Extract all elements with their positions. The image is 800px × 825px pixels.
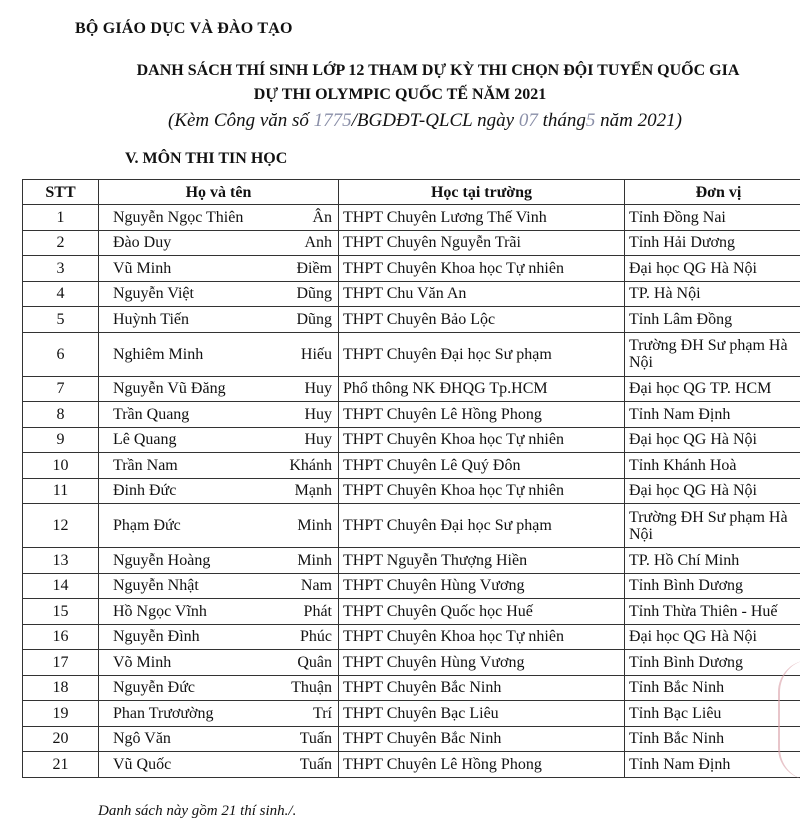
cell-school: THPT Chuyên Đại học Sư phạm [339, 332, 625, 376]
cell-unit: Tỉnh Bắc Ninh [625, 675, 800, 701]
cell-unit: Đại học QG Hà Nội [625, 256, 800, 282]
cell-unit: Trường ĐH Sư phạm Hà Nội [625, 332, 800, 376]
cell-surname: Võ Minh [113, 653, 172, 671]
cell-name [99, 624, 339, 650]
table-row [23, 256, 800, 282]
cell-given-name: Anh [304, 234, 332, 252]
cell-school: THPT Chuyên Lê Quý Đôn [339, 453, 625, 479]
cell-stt: 10 [23, 453, 99, 479]
candidate-table [22, 179, 800, 778]
table-row [23, 307, 800, 333]
cell-stt: 7 [23, 376, 99, 402]
cell-stt: 19 [23, 701, 99, 727]
cell-unit: Tỉnh Nam Định [625, 752, 800, 778]
cell-unit: Tỉnh Lâm Đồng [625, 307, 800, 333]
cell-name [99, 256, 339, 282]
handwritten-month: 5 [585, 110, 596, 131]
table-row [23, 701, 800, 727]
cell-name [99, 726, 339, 752]
cell-surname: Nghiêm Minh [113, 345, 204, 363]
cell-school: THPT Chuyên Khoa học Tự nhiên [339, 256, 625, 282]
cell-surname: Phan Trươường [113, 704, 214, 722]
cell-given-name: Tuấn [299, 730, 332, 748]
cell-unit: Đại học QG TP. HCM [625, 376, 800, 402]
handwritten-day: 07 [518, 110, 538, 131]
cell-surname: Vũ Minh [113, 259, 172, 277]
footer-note: Danh sách này gồm 21 thí sinh./. [98, 803, 297, 819]
cell-unit: Tỉnh Thừa Thiên - Huế [625, 599, 800, 625]
subtitle-mid: /BGDĐT-QLCL ngày [351, 110, 515, 131]
cell-surname: Trần Quang [113, 405, 190, 423]
cell-unit: Tỉnh Nam Định [625, 402, 800, 428]
table-row [23, 205, 800, 231]
cell-stt: 12 [23, 504, 99, 548]
cell-stt: 1 [23, 205, 99, 231]
document-subtitle [168, 110, 682, 132]
cell-unit: Tỉnh Hải Dương [625, 230, 800, 256]
cell-stt: 4 [23, 281, 99, 307]
cell-surname: Phạm Đức [113, 517, 181, 534]
subtitle-month-label: tháng [542, 110, 586, 131]
table-body [23, 205, 800, 778]
cell-surname: Nguyễn Hoàng [113, 551, 211, 569]
cell-stt: 9 [23, 427, 99, 453]
cell-stt: 5 [23, 307, 99, 333]
cell-name [99, 478, 339, 504]
cell-given-name: Phúc [300, 628, 332, 646]
cell-name [99, 573, 339, 599]
cell-name [99, 332, 339, 376]
cell-school: Phổ thông NK ĐHQG Tp.HCM [339, 376, 625, 402]
cell-unit: Đại học QG Hà Nội [625, 624, 800, 650]
cell-school: THPT Chuyên Hùng Vương [339, 573, 625, 599]
cell-school: THPT Chuyên Bạc Liêu [339, 701, 625, 727]
table-row [23, 548, 800, 574]
cell-name [99, 453, 339, 479]
cell-school: THPT Chuyên Khoa học Tự nhiên [339, 427, 625, 453]
table-row [23, 599, 800, 625]
document-title-line1: DANH SÁCH THÍ SINH LỚP 12 THAM DỰ KỲ THI CHỌN ĐỘI TUYỂN QUỐC GIA [136, 62, 740, 79]
cell-name [99, 701, 339, 727]
cell-surname: Nguyễn Ngọc Thiên [113, 208, 244, 226]
cell-school: THPT Chuyên Bảo Lộc [339, 307, 625, 333]
section-title: V. MÔN THI TIN HỌC [125, 150, 288, 167]
cell-stt: 20 [23, 726, 99, 752]
cell-name [99, 205, 339, 231]
cell-name [99, 675, 339, 701]
subtitle-suffix: năm 2021) [600, 110, 682, 131]
table-row [23, 675, 800, 701]
cell-stt: 6 [23, 332, 99, 376]
header-stt: STT [23, 180, 99, 205]
cell-surname: Đào Duy [113, 234, 172, 252]
cell-given-name: Huy [304, 380, 332, 398]
cell-given-name: Phát [303, 602, 332, 620]
table-row [23, 573, 800, 599]
cell-unit: TP. Hà Nội [625, 281, 800, 307]
cell-stt: 2 [23, 230, 99, 256]
cell-given-name: Mạnh [294, 482, 332, 500]
cell-name [99, 402, 339, 428]
cell-stt: 13 [23, 548, 99, 574]
cell-stt: 11 [23, 478, 99, 504]
cell-stt: 8 [23, 402, 99, 428]
handwritten-number: 1775 [313, 110, 352, 131]
cell-given-name: Tuấn [299, 755, 332, 773]
cell-unit: Tỉnh Đồng Nai [625, 205, 800, 231]
cell-school: THPT Chuyên Lê Hồng Phong [339, 752, 625, 778]
subtitle-prefix: (Kèm Công văn số [168, 110, 309, 131]
cell-school: THPT Chuyên Bắc Ninh [339, 675, 625, 701]
cell-school: THPT Chuyên Hùng Vương [339, 650, 625, 676]
cell-name [99, 504, 339, 548]
cell-surname: Đinh Đức [113, 482, 177, 500]
cell-unit: Đại học QG Hà Nội [625, 478, 800, 504]
cell-given-name: Huy [304, 405, 332, 423]
cell-given-name: Điềm [296, 259, 332, 277]
table-row [23, 624, 800, 650]
cell-name [99, 427, 339, 453]
cell-given-name: Thuận [291, 679, 332, 697]
cell-unit: Tỉnh Bắc Ninh [625, 726, 800, 752]
cell-stt: 3 [23, 256, 99, 282]
cell-school: THPT Chuyên Quốc học Huế [339, 599, 625, 625]
document-title-line2: DỰ THI OLYMPIC QUỐC TẾ NĂM 2021 [253, 86, 547, 103]
header-unit: Đơn vị [625, 180, 800, 205]
header-school: Học tại trường [339, 180, 625, 205]
cell-name [99, 650, 339, 676]
cell-given-name: Minh [297, 517, 332, 534]
cell-unit: Tỉnh Bình Dương [625, 650, 800, 676]
cell-surname: Nguyễn Vũ Đăng [113, 380, 226, 398]
cell-surname: Trần Nam [113, 456, 178, 474]
cell-stt: 21 [23, 752, 99, 778]
cell-surname: Nguyễn Đức [113, 679, 195, 697]
cell-given-name: Ân [312, 208, 332, 226]
header-name: Họ và tên [99, 180, 339, 205]
table-row [23, 650, 800, 676]
table-header-row [23, 180, 800, 205]
table-row [23, 453, 800, 479]
cell-surname: Lê Quang [113, 431, 177, 449]
cell-given-name: Dũng [296, 285, 332, 303]
cell-unit: Tỉnh Bình Dương [625, 573, 800, 599]
cell-stt: 15 [23, 599, 99, 625]
table-row [23, 726, 800, 752]
table-row [23, 376, 800, 402]
cell-surname: Ngô Văn [113, 730, 171, 748]
cell-stt: 16 [23, 624, 99, 650]
cell-stt: 17 [23, 650, 99, 676]
cell-surname: Nguyễn Việt [113, 285, 194, 303]
cell-given-name: Quân [297, 653, 332, 671]
cell-name [99, 548, 339, 574]
cell-unit: Tỉnh Bạc Liêu [625, 701, 800, 727]
cell-stt: 14 [23, 573, 99, 599]
cell-school: THPT Chuyên Nguyễn Trãi [339, 230, 625, 256]
cell-given-name: Khánh [289, 456, 332, 474]
table-row [23, 478, 800, 504]
cell-school: THPT Chuyên Khoa học Tự nhiên [339, 624, 625, 650]
cell-school: THPT Nguyễn Thượng Hiền [339, 548, 625, 574]
cell-school: THPT Chuyên Lương Thế Vinh [339, 205, 625, 231]
cell-school: THPT Chu Văn An [339, 281, 625, 307]
table-row [23, 402, 800, 428]
table-row [23, 230, 800, 256]
cell-name [99, 307, 339, 333]
cell-school: THPT Chuyên Bắc Ninh [339, 726, 625, 752]
cell-surname: Nguyễn Đình [113, 628, 200, 646]
table-row [23, 281, 800, 307]
cell-unit: Đại học QG Hà Nội [625, 427, 800, 453]
cell-given-name: Trí [313, 704, 332, 722]
table-row [23, 332, 800, 376]
cell-surname: Hồ Ngọc Vĩnh [113, 602, 207, 620]
cell-name [99, 281, 339, 307]
cell-school: THPT Chuyên Đại học Sư phạm [339, 504, 625, 548]
cell-unit: Trường ĐH Sư phạm Hà Nội [625, 504, 800, 548]
ministry-name: BỘ GIÁO DỤC VÀ ĐÀO TẠO [75, 20, 293, 37]
cell-name [99, 752, 339, 778]
cell-stt: 18 [23, 675, 99, 701]
cell-unit: Tỉnh Khánh Hoà [625, 453, 800, 479]
cell-given-name: Nam [300, 577, 332, 595]
red-stamp-edge [778, 660, 800, 780]
cell-surname: Vũ Quốc [113, 755, 172, 773]
cell-name [99, 230, 339, 256]
cell-school: THPT Chuyên Khoa học Tự nhiên [339, 478, 625, 504]
table-row [23, 752, 800, 778]
cell-given-name: Dũng [296, 310, 332, 328]
cell-given-name: Minh [297, 551, 332, 569]
cell-given-name: Huy [304, 431, 332, 449]
cell-surname: Nguyễn Nhật [113, 577, 199, 595]
cell-name [99, 599, 339, 625]
cell-name [99, 376, 339, 402]
cell-given-name: Hiếu [300, 345, 332, 363]
table-row [23, 427, 800, 453]
cell-surname: Huỳnh Tiến [113, 310, 190, 328]
cell-unit: TP. Hồ Chí Minh [625, 548, 800, 574]
table-row [23, 504, 800, 548]
cell-school: THPT Chuyên Lê Hồng Phong [339, 402, 625, 428]
